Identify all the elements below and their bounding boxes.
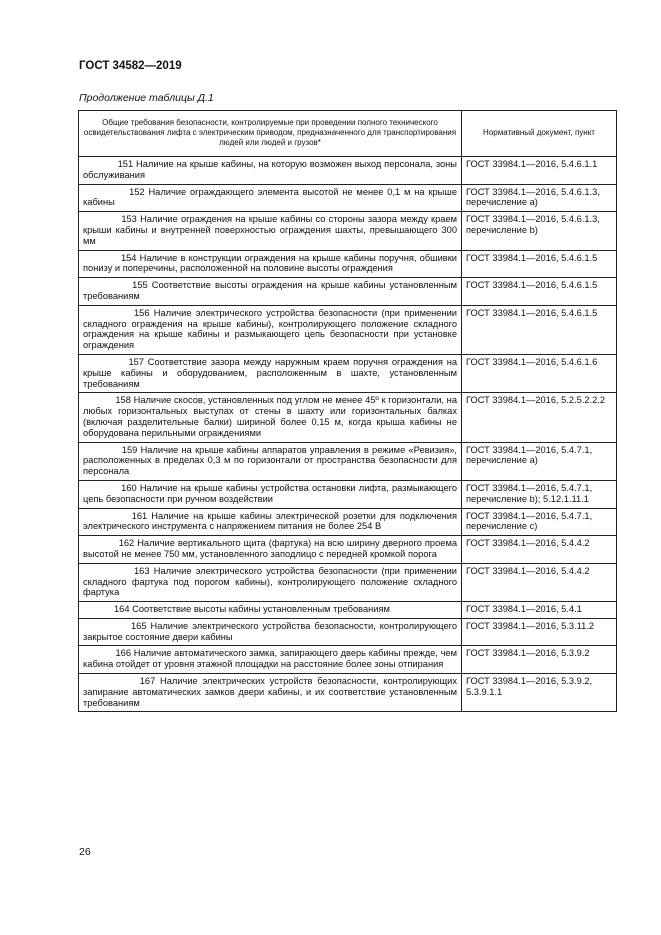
requirement-text: Наличие ограждающего элемента высотой не менее 0,1 м на крыше кабины (83, 186, 457, 208)
requirements-table (78, 110, 617, 712)
requirement-cell (79, 536, 462, 564)
normative-reference-cell: ГОСТ 33984.1—2016, 5.3.11.2 (462, 618, 617, 646)
requirement-text: Наличие электрического устройства безопасности (при применении складного фартука под порогом кабины), контролирующего положение складного фартука (83, 565, 457, 598)
normative-reference-cell: ГОСТ 33984.1—2016, 5.2.5.2.2.2 (462, 393, 617, 442)
requirement-cell (79, 250, 462, 278)
table-row (79, 305, 617, 354)
requirement-number: 162 (118, 538, 135, 549)
requirement-cell (79, 442, 462, 480)
table-body (79, 157, 617, 712)
requirement-number: 154 (120, 252, 137, 263)
table-row (79, 674, 617, 712)
table-row (79, 536, 617, 564)
normative-reference-cell: ГОСТ 33984.1—2016, 5.4.6.1.5 (462, 278, 617, 306)
requirement-text: Наличие в конструкции ограждения на крыше кабины поручня, обшивки понизу и поперечины, расположенной на половине высоты ограждения (83, 252, 458, 274)
table-header-row (79, 111, 617, 157)
normative-reference-cell: ГОСТ 33984.1—2016, 5.4.7.1, перечисление b); 5.12.1.11.1 (462, 480, 617, 508)
requirement-cell (79, 393, 462, 442)
requirement-number: 158 (115, 395, 131, 406)
normative-reference-cell: ГОСТ 33984.1—2016, 5.3.9.2 (462, 646, 617, 674)
normative-reference-cell: ГОСТ 33984.1—2016, 5.4.7.1, перечисление с) (462, 508, 617, 536)
requirement-text: Наличие на крыше кабины устройства остановки лифта, размыкающего цепь безопасности при ручном воздействии (83, 482, 457, 504)
table-row (79, 508, 617, 536)
normative-reference-cell: ГОСТ 33984.1—2016, 5.3.9.2, 5.3.9.1.1 (462, 674, 617, 712)
column-header-requirements: Общие требования безопасности, контролируемые при проведении полного технического освидетельствования лифта с электрическим приводом, предназначенного для транспортирования людей или людей и грузов* (79, 111, 462, 157)
normative-reference-cell: ГОСТ 33984.1—2016, 5.4.6.1.3, перечисление b) (462, 212, 617, 250)
normative-reference-cell: ГОСТ 33984.1—2016, 5.4.6.1.3, перечисление а) (462, 184, 617, 212)
requirement-text: Наличие на крыше кабины аппаратов управления в режиме «Ревизия», расположенных в пределах 0,3 м по горизонтали от пространства безопасности для персонала (83, 444, 457, 477)
table-row (79, 157, 617, 185)
requirement-text: Наличие электрического устройства безопасности, контролирующего закрытое состояние двери кабины (83, 620, 457, 642)
requirement-cell (79, 674, 462, 712)
requirement-number: 166 (115, 648, 132, 659)
normative-reference-cell: ГОСТ 33984.1—2016, 5.4.1 (462, 602, 617, 619)
requirement-text: Наличие вертикального щита (фартука) на всю ширину дверного проема высотой не менее 750 мм, установленного заподлицо с передней кромкой порога (83, 538, 457, 559)
requirement-text: Наличие автоматического замка, запирающего дверь кабины прежде, чем кабина отойдет от уровня этажной площадки на расстояние более зоны отпирания (83, 648, 457, 670)
requirement-cell (79, 508, 462, 536)
table-row (79, 393, 617, 442)
requirement-text: Наличие на крыше кабины электрической розетки для подключения электрического инструмента с напряжением питания не более 254 В (83, 510, 457, 532)
requirement-cell (79, 157, 462, 185)
document-title: ГОСТ 34582—2019 (79, 60, 182, 72)
requirement-number: 167 (139, 676, 156, 687)
requirement-number: 161 (131, 510, 148, 521)
requirement-number: 159 (121, 444, 138, 455)
table-row (79, 563, 617, 601)
requirement-cell (79, 212, 462, 250)
requirement-cell (79, 480, 462, 508)
normative-reference-cell: ГОСТ 33984.1—2016, 5.4.6.1.6 (462, 354, 617, 392)
table-row (79, 618, 617, 646)
requirement-number: 165 (130, 620, 147, 631)
page-number: 26 (79, 846, 91, 858)
requirement-number: 153 (121, 214, 137, 225)
requirement-number: 164 (114, 604, 130, 615)
requirement-number: 163 (134, 565, 150, 576)
normative-reference-cell: ГОСТ 33984.1—2016, 5.4.6.1.5 (462, 250, 617, 278)
table-row (79, 480, 617, 508)
requirement-number: 160 (121, 482, 137, 493)
requirement-cell (79, 646, 462, 674)
requirement-text: Наличие скосов, установленных под углом не менее 45º к горизонтали, на любых горизонтальных выступах от стены в шахту или горизонтальных балках (включая разделительные балки) шириной более 0,15 м, когда крыша кабины не оборудована перильными ограждениями (83, 395, 457, 438)
requirement-cell (79, 563, 462, 601)
table-row (79, 602, 617, 619)
requirement-text: Соответствие зазора между наружным краем поручня ограждения на крыше кабины и оборудованием, расположенным в шахте, установленным требованиям (83, 356, 457, 389)
requirement-text: Наличие на крыше кабины, на которую возможен выход персонала, зоны обслуживания (83, 159, 457, 180)
requirement-text: Наличие электрических устройств безопасности, контролирующих запирание автоматических замков двери кабины, и их соответствие установленным требованиям (83, 676, 457, 708)
requirement-number: 155 (132, 280, 148, 291)
requirement-cell (79, 602, 462, 619)
requirement-number: 156 (134, 307, 150, 318)
requirement-cell (79, 305, 462, 354)
table-row (79, 646, 617, 674)
table-row (79, 184, 617, 212)
table-caption: Продолжение таблицы Д.1 (79, 92, 214, 104)
requirement-number: 151 (117, 159, 134, 169)
requirement-cell (79, 278, 462, 306)
table-row (79, 442, 617, 480)
requirement-text: Соответствие высоты кабины установленным требованиям (132, 604, 390, 615)
requirement-cell (79, 184, 462, 212)
column-header-normative-document: Нормативный документ, пункт (462, 111, 617, 157)
requirement-cell (79, 354, 462, 392)
requirement-cell (79, 618, 462, 646)
requirement-number: 157 (128, 356, 144, 367)
requirement-text: Соответствие высоты ограждения на крыше кабины установленным требованиям (83, 280, 457, 301)
normative-reference-cell: ГОСТ 33984.1—2016, 5.4.6.1.5 (462, 305, 617, 354)
requirement-text: Наличие электрического устройства безопасности (при применении складного ограждения на крыше кабины), контролирующего положение складного ограждения на крыше кабины и размыкающего цепь безопасности при установке ограждения (83, 307, 457, 351)
normative-reference-cell: ГОСТ 33984.1—2016, 5.4.6.1.1 (462, 157, 617, 185)
table-row (79, 354, 617, 392)
normative-reference-cell: ГОСТ 33984.1—2016, 5.4.4.2 (462, 563, 617, 601)
requirement-text: Наличие ограждения на крыше кабины со стороны зазора между краем крыши кабины и внутренней поверхностью ограждения шахты, превышающего 300 мм (83, 214, 458, 246)
requirement-number: 152 (129, 186, 145, 197)
normative-reference-cell: ГОСТ 33984.1—2016, 5.4.4.2 (462, 536, 617, 564)
table-row (79, 278, 617, 306)
table-row (79, 212, 617, 250)
normative-reference-cell: ГОСТ 33984.1—2016, 5.4.7.1, перечисление а) (462, 442, 617, 480)
table-row (79, 250, 617, 278)
